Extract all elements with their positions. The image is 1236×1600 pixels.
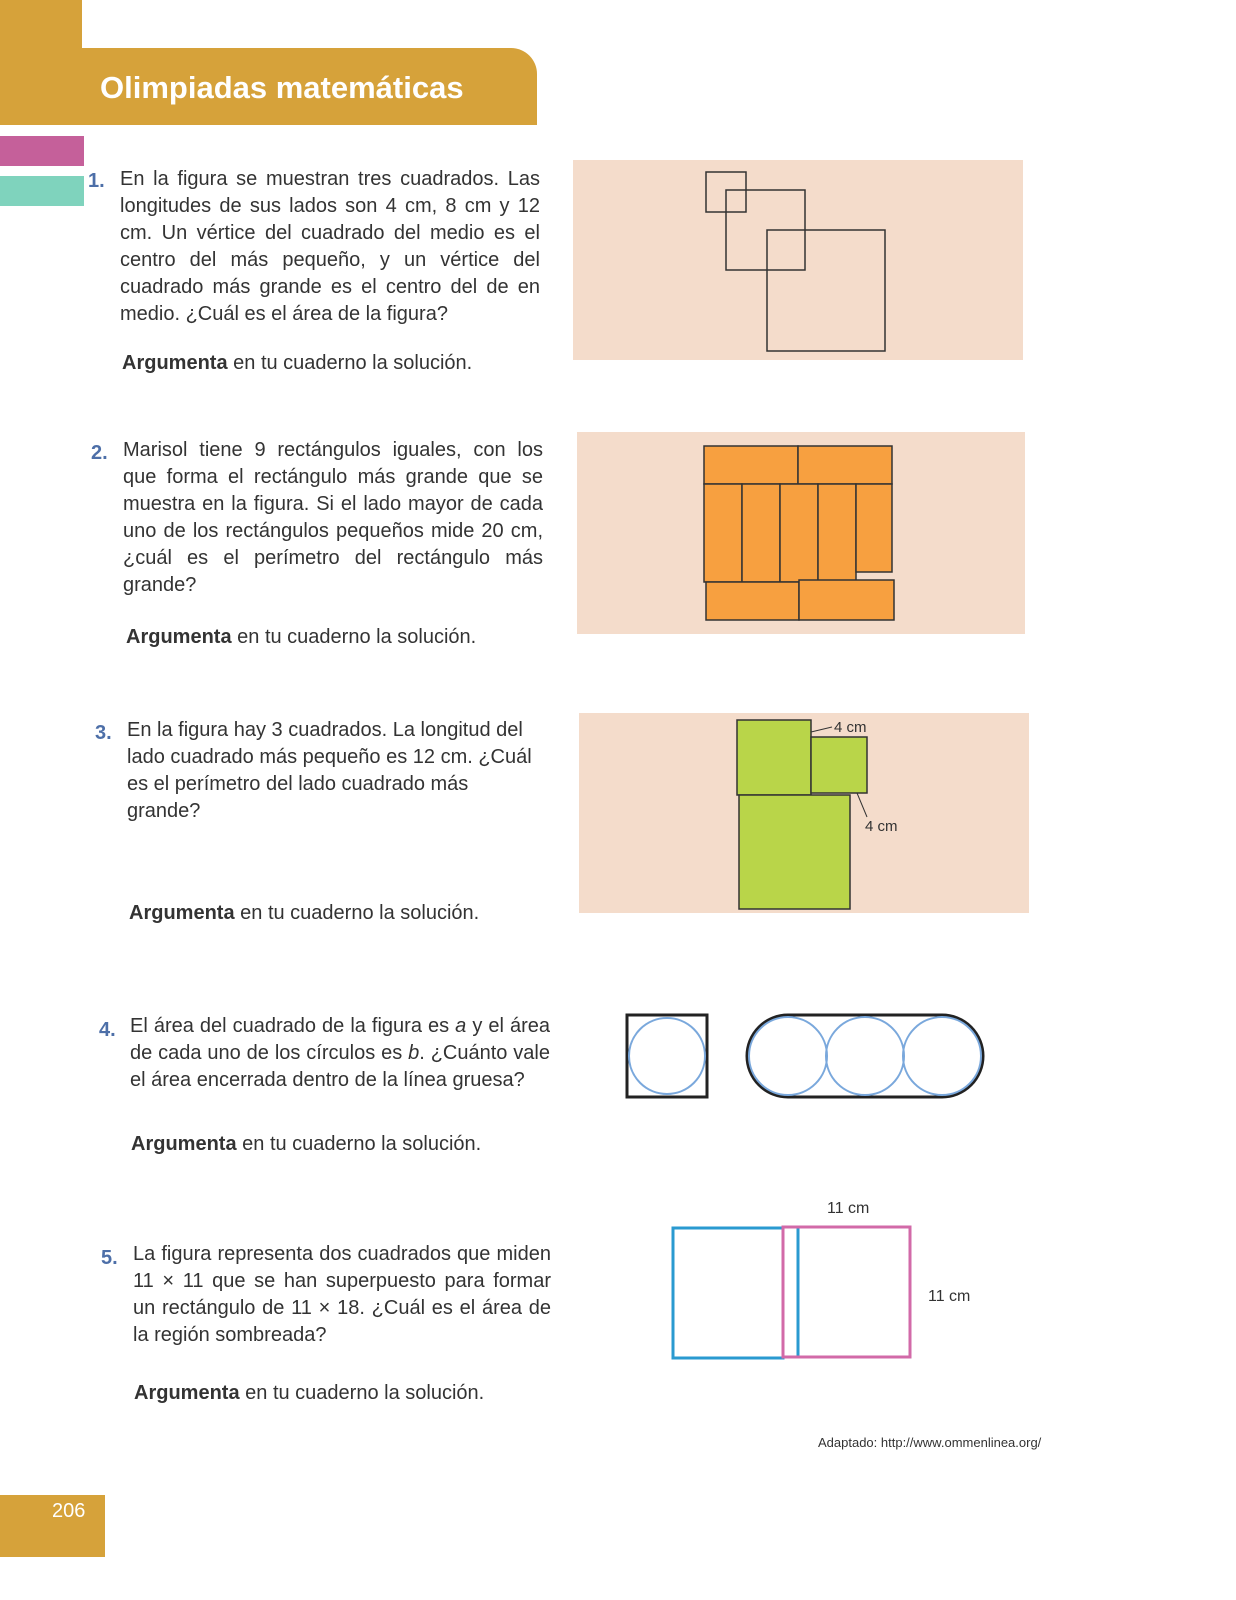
pink-tab-marker — [0, 136, 84, 166]
fig3-label-top: 4 cm — [834, 719, 867, 736]
fig5-label-side: 11 cm — [928, 1288, 971, 1305]
problem-text: En la figura se muestran tres cuadrados. Las longitudes de sus lados son 4 cm, 8 cm y 12 cm. Un vértice del cuadrado del medio es el centro del más pequeño, y un vértice del cuadrado más grande es el centro del de en medio. ¿Cuál es el área de la figura? — [120, 168, 540, 325]
argue-instruction: Argumenta en tu cuaderno la solución. — [134, 1382, 485, 1404]
problem-number: 3. — [95, 722, 112, 744]
problem-text: En la figura hay 3 cuadrados. La longitud del lado cuadrado más pequeño es 12 cm. ¿Cuál es el perímetro del lado cuadrado más grande? — [127, 719, 532, 822]
argue-instruction: Argumenta en tu cuaderno la solución. — [131, 1133, 482, 1155]
argue-instruction: Argumenta en tu cuaderno la solución. — [122, 352, 473, 374]
page-number: 206 — [52, 1500, 86, 1522]
source-note: Adaptado: http://www.ommenlinea.org/ — [818, 1435, 1042, 1450]
figure-1-panel — [573, 160, 1023, 360]
problem-number: 2. — [91, 442, 108, 464]
nine-rectangles-figure — [577, 432, 1025, 634]
problem-number: 5. — [101, 1247, 118, 1269]
figure-3-panel — [579, 713, 1029, 913]
three-green-squares-figure — [579, 713, 1029, 913]
teal-tab-marker — [0, 176, 84, 206]
argue-instruction: Argumenta en tu cuaderno la solución. — [129, 902, 480, 924]
problem-text: La figura representa dos cuadrados que miden 11 × 11 que se han superpuesto para formar un rectángulo de 11 × 18. ¿Cuál es el área de la región sombreada? — [133, 1243, 551, 1346]
problem-text: Marisol tiene 9 rectángulos iguales, con los que forma el rectángulo más grande que se muestra en la figura. Si el lado mayor de cada uno de los rectángulos pequeños mide 20 cm, ¿cuál es el perímetro del rectángulo más grande? — [123, 439, 543, 596]
overlapping-squares-figure — [660, 1190, 990, 1370]
fig5-label-top: 11 cm — [827, 1200, 870, 1217]
problem-text: El área del cuadrado de la figura es a y el área de cada uno de los círculos es b. ¿Cuánto vale el área encerrada dentro de la línea gruesa? — [130, 1015, 551, 1091]
problem-number: 4. — [99, 1019, 116, 1041]
problem-number: 1. — [88, 170, 105, 192]
argue-instruction: Argumenta en tu cuaderno la solución. — [126, 626, 477, 648]
figure-2-panel — [577, 432, 1025, 634]
three-squares-figure — [573, 160, 1023, 360]
page-title: Olimpiadas matemáticas — [100, 70, 464, 105]
square-and-circles-figure — [620, 1005, 1000, 1110]
header-gold-strip — [0, 0, 82, 125]
fig3-label-side: 4 cm — [865, 818, 898, 835]
